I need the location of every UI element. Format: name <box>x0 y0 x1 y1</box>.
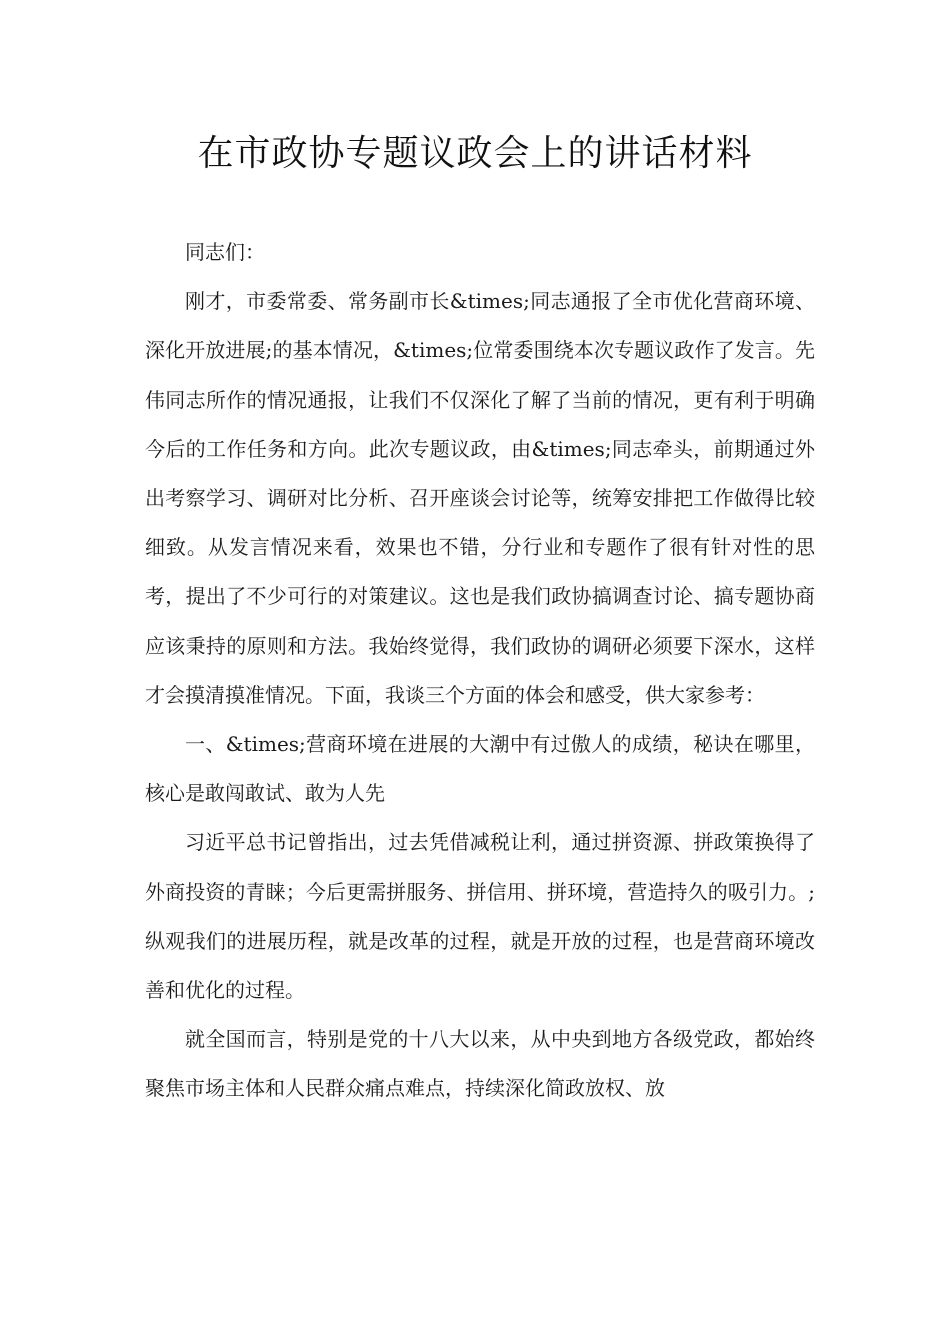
paragraph-national: 就全国而言，特别是党的十八大以来，从中央到地方各级党政，都始终聚焦市场主体和人民群众痛点难点，持续深化简政放权、放 <box>145 1027 815 1101</box>
document-title: 在市政协专题议政会上的讲话材料 <box>197 133 753 174</box>
paragraph-quote: 习近平总书记曾指出，过去凭借减税让利，通过拼资源、拼政策换得了外商投资的青睐；今后更需拼服务、拼信用、拼环境，营造持久的吸引力。;纵观我们的进展历程，就是改革的过程，就是开放的过程，也是营商环境改善和优化的过程。 <box>145 830 815 1003</box>
paragraph-greeting: 同志们： <box>185 240 265 264</box>
section-heading-one: 一、&times;营商环境在进展的大潮中有过傲人的成绩，秘诀在哪里，核心是敢闯敢试、敢为人先 <box>145 732 815 806</box>
paragraph-intro: 刚才，市委常委、常务副市长&times;同志通报了全市优化营商环境、深化开放进展;的基本情况，&times;位常委围绕本次专题议政作了发言。先伟同志所作的情况通报，让我们不仅深化了解了当前的情况，更有利于明确今后的工作任务和方向。此次专题议政，由&times;同志牵头，前期通过外出考察学习、调研对比分析、召开座谈会讨论等，统筹安排把工作做得比较细致。从发言情况来看，效果也不错，分行业和专题作了很有针对性的思考，提出了不少可行的对策建议。这也是我们政协搞调查讨论、搞专题协商应该秉持的原则和方法。我始终觉得，我们政协的调研必须要下深水，这样才会摸清摸准情况。下面，我谈三个方面的体会和感受，供大家参考： <box>145 289 815 707</box>
document-body <box>145 228 815 1114</box>
